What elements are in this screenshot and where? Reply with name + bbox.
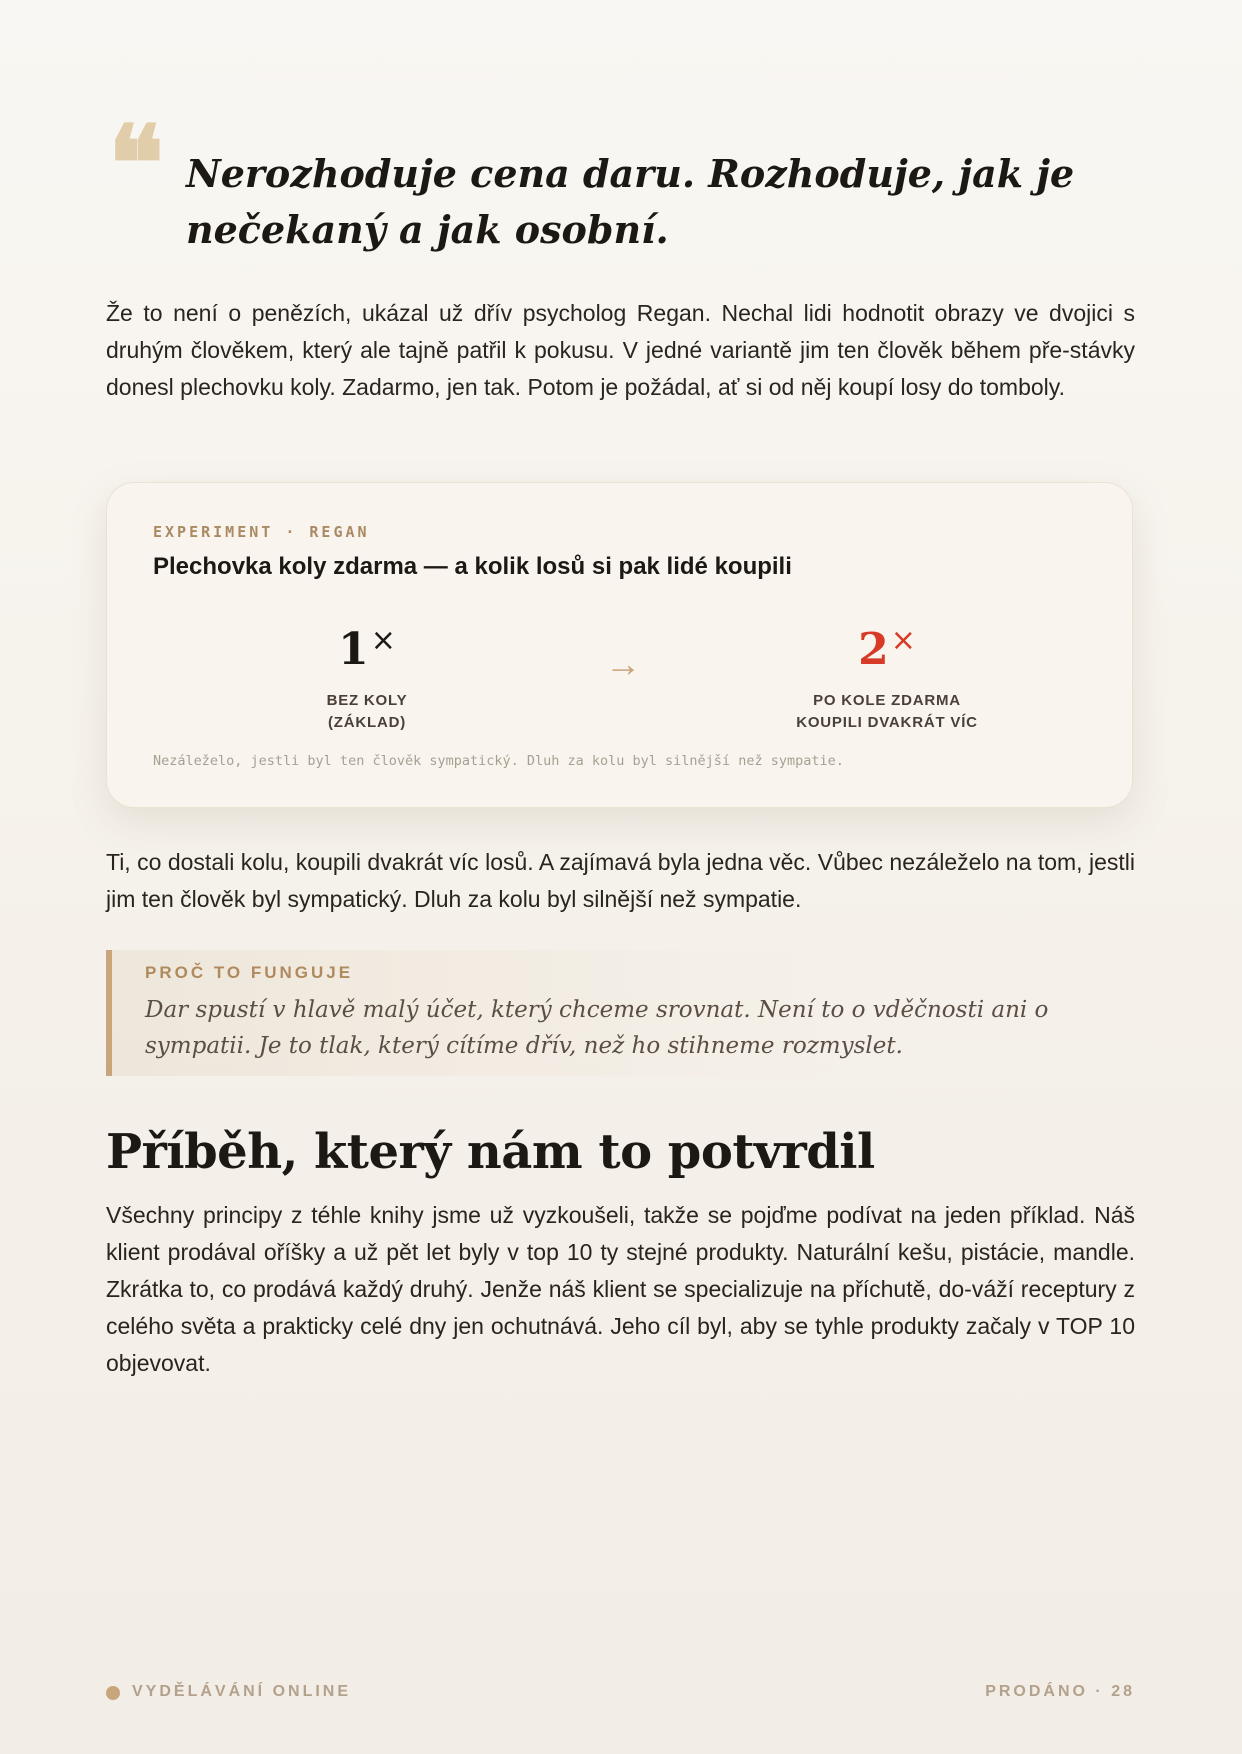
page xyxy=(106,0,1135,1754)
stat-result-value: 2× xyxy=(858,623,916,675)
quote-mark-icon: ❝ xyxy=(108,102,164,225)
stat-result-label: PO KOLE ZDARMA KOUPILI DVAKRÁT VÍC xyxy=(796,692,978,731)
why-callout-text: Dar spustí v hlavě malý účet, který chceme srovnat. Není to o vděčnosti ani o sympatii. Je to tlak, který cítíme dřív, než ho stihneme rozmyslet. xyxy=(145,997,1049,1059)
body-paragraph-3: Všechny principy z téhle knihy jsme už vyzkoušeli, takže se pojďme podívat na jeden příklad. Náš klient prodával oříšky a už pět let byly v top 10 ty stejné produkty. Naturální kešu, pistácie, mandle. Zkrátka to, co prodává každý druhý. Jenže náš klient se specializuje na příchutě, do-váží receptury z celého světa a prakticky celé dny jen ochutnává. Jeho cíl byl, aby se tyhle produkty začaly v TOP 10 objevovat. xyxy=(106,1202,1135,1376)
stat-baseline xyxy=(267,615,467,734)
card-title: Plechovka koly zdarma — a kolik losů si pak lidé koupili xyxy=(153,553,792,580)
section-heading: Příběh, který nám to potvrdil xyxy=(106,1124,875,1180)
experiment-card xyxy=(106,482,1133,808)
times-icon: × xyxy=(890,623,916,658)
times-icon: × xyxy=(370,623,396,658)
card-note: Nezáleželo, jestli byl ten člověk sympatický. Dluh za kolu byl silnější než sympatie. xyxy=(153,753,844,769)
body-paragraph-1: Že to není o penězích, ukázal už dřív psycholog Regan. Nechal lidi hodnotit obrazy ve dvojici s druhým člověkem, který ale tajně patřil k pokusu. V jedné variantě jim ten člověk během pře-stávky donesl plechovku koly. Zadarmo, jen tak. Potom je požádal, ať si od něj koupí losy do tomboly. xyxy=(106,300,1135,400)
why-callout xyxy=(106,950,1049,1076)
stat-result xyxy=(757,615,1017,734)
pull-quote: Nerozhoduje cena daru. Rozhoduje, jak je nečekaný a jak osobní. xyxy=(186,151,1075,252)
arrow-right-icon: → xyxy=(605,643,641,684)
footer-page-number: PRODÁNO · 28 xyxy=(985,1683,1135,1700)
page-footer xyxy=(106,1683,1135,1703)
card-eyebrow: EXPERIMENT · REGAN xyxy=(153,523,370,541)
stat-baseline-label: BEZ KOLY (ZÁKLAD) xyxy=(326,692,408,731)
stat-baseline-value: 1× xyxy=(338,623,396,675)
body-paragraph-2: Ti, co dostali kolu, koupili dvakrát víc losů. A zajímavá byla jedna věc. Vůbec nezáleželo na tom, jestli jim ten člověk byl sympatický. Dluh za kolu byl silnější než sympatie. xyxy=(106,849,1135,912)
footer-section-title: VYDĚLÁVÁNÍ ONLINE xyxy=(132,1683,352,1700)
why-callout-eyebrow: PROČ TO FUNGUJE xyxy=(145,963,354,982)
footer-dot-icon xyxy=(106,1686,120,1700)
